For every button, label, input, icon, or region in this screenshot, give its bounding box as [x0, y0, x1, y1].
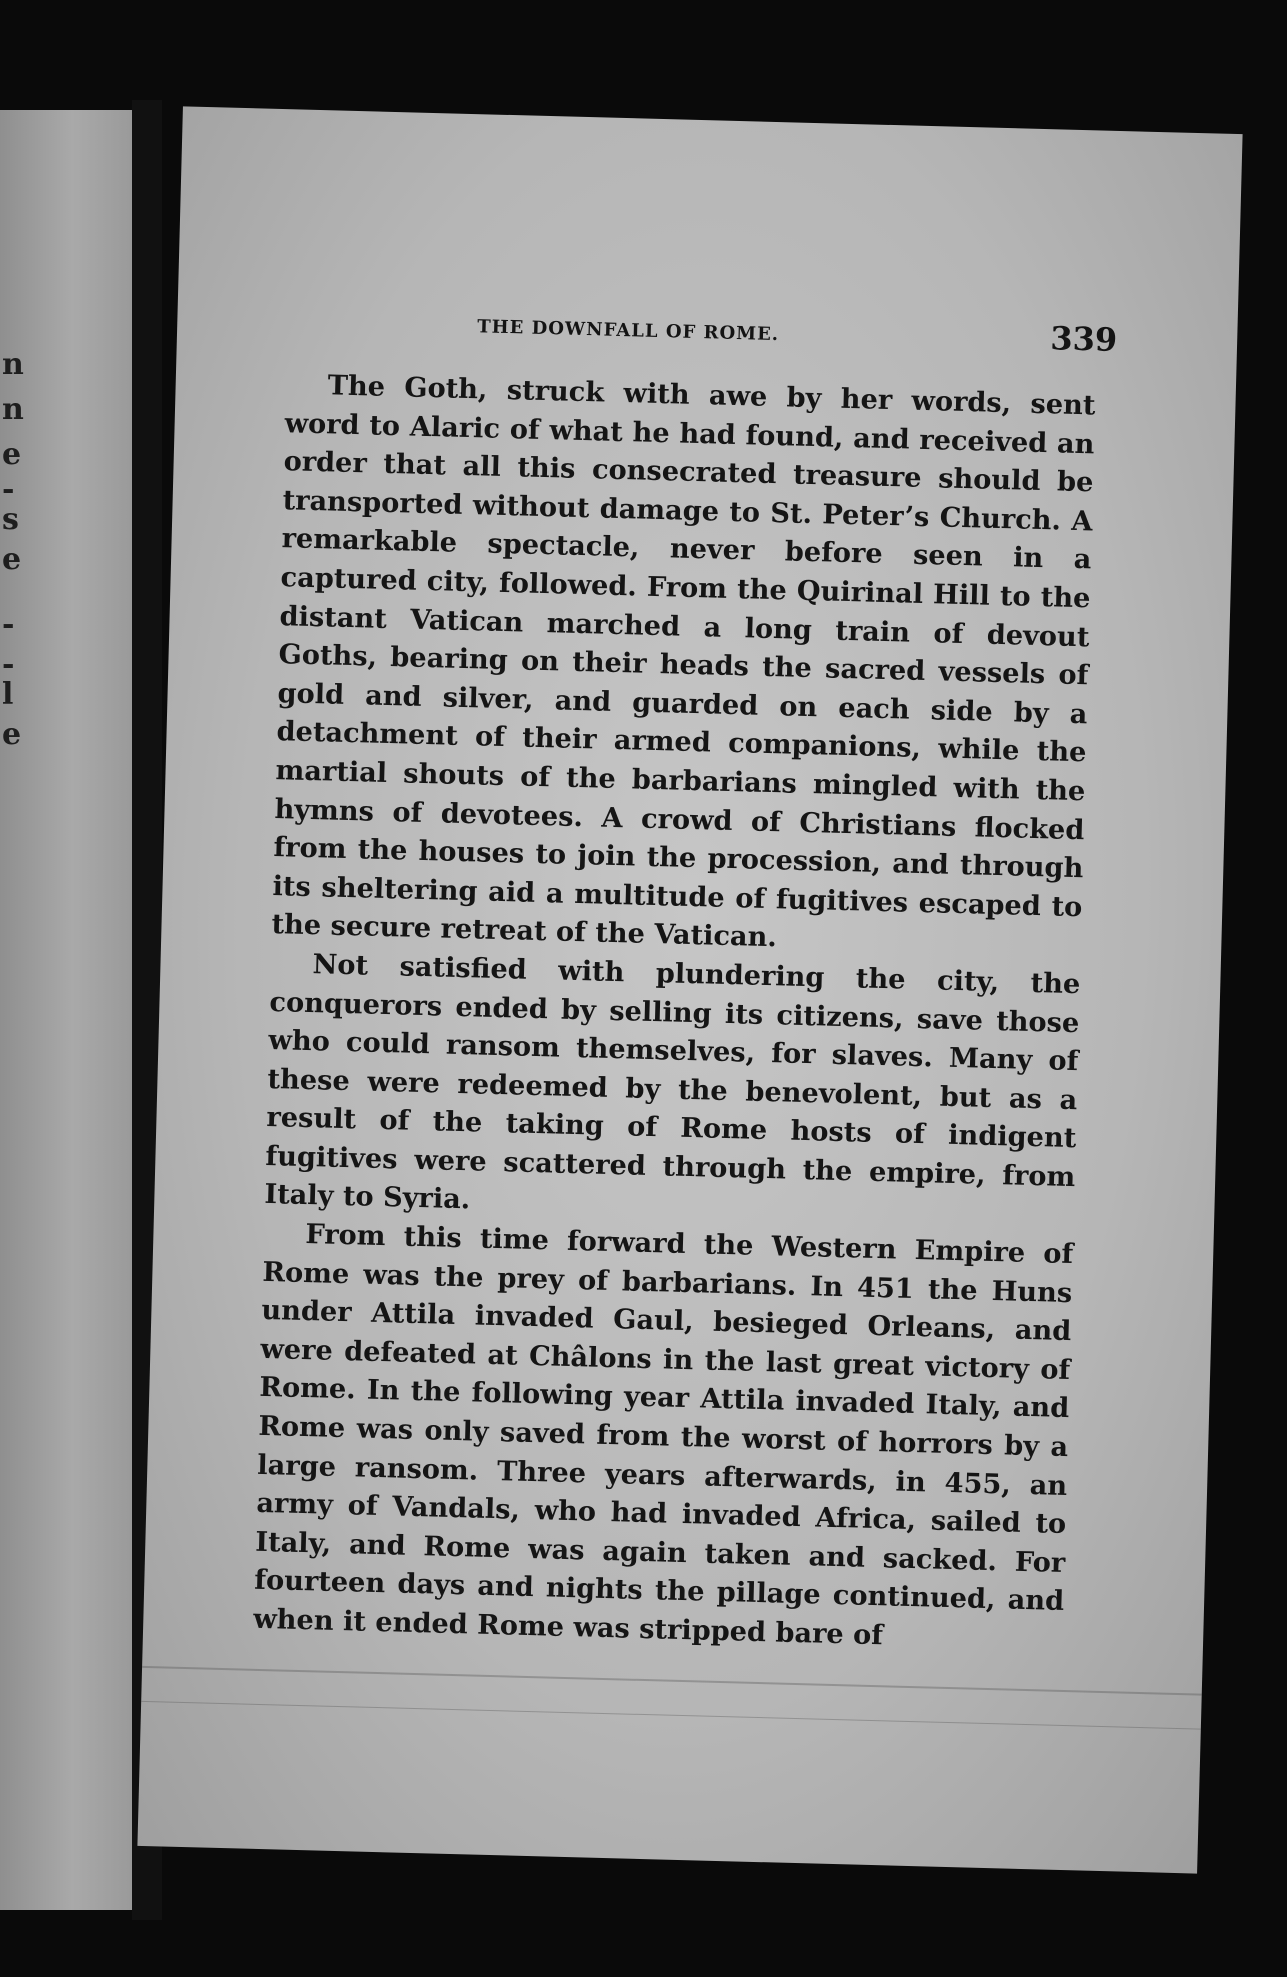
left-page-char: n: [2, 392, 24, 427]
left-page-char: s: [2, 502, 19, 537]
paragraph: From this time forward the Western Empire of Rome was the prey of barbarians. In 451 the Huns under Attila invaded Gaul, besieged Orleans, and were defeated at Châlons in the last great victory of Rome. In the following year Attila invaded Italy, and Rome was only saved from the worst of horrors by a large ransom. Three years afterwards, in 455, an army of Vandals, who had invaded Africa, sailed to Italy, and Rome was again taken and sacked. For fourteen days and nights the pillage continued, and when it ended Rome was stripped bare of: [252, 1218, 1074, 1652]
left-page-char: n: [2, 347, 24, 382]
page-body-text: [253, 365, 1096, 1659]
paragraph: The Goth, struck with awe by her words, sent word to Alaric of what he had found, and received an order that all this consecrated treasure should be transported without damage to St. Peter’s Church. A remarkable spectacle, never before seen in a captured city, followed. From the Quirinal Hill to the distant Vatican marched a long train of devout Goths, bearing on their heads the sacred vessels of gold and silver, and guarded on each side by a detachment of their armed companions, while the martial shouts of the barbarians mingled with the hymns of devotees. A crowd of Christians flocked from the houses to join the procession, and through its sheltering aid a multitude of fugitives escaped to the secure retreat of the Vatican.: [271, 369, 1096, 954]
book-page: [137, 106, 1242, 1873]
page-number: 339: [1049, 319, 1118, 359]
left-page-char: -: [2, 647, 15, 682]
page-header: [307, 300, 1128, 371]
scan-streak: [141, 1701, 1201, 1730]
left-page-char: -: [2, 607, 15, 642]
running-title: THE DOWNFALL OF ROME.: [477, 316, 780, 346]
left-page-char: e: [2, 437, 22, 472]
left-facing-page-edge: [0, 110, 132, 1910]
left-page-char: -: [2, 472, 15, 507]
left-page-char: l: [2, 677, 14, 712]
left-page-char: e: [2, 717, 22, 752]
scan-streak: [142, 1666, 1202, 1696]
paragraph: Not satisfied with plundering the city, the conquerors ended by selling its citizens, save those who could ransom themselves, for slaves. Many of these were redeemed by the benevolent, but as a result of the taking of Rome hosts of indigent fugitives were scattered through the empire, from Italy to Syria.: [264, 948, 1081, 1216]
left-page-char: e: [2, 542, 22, 577]
